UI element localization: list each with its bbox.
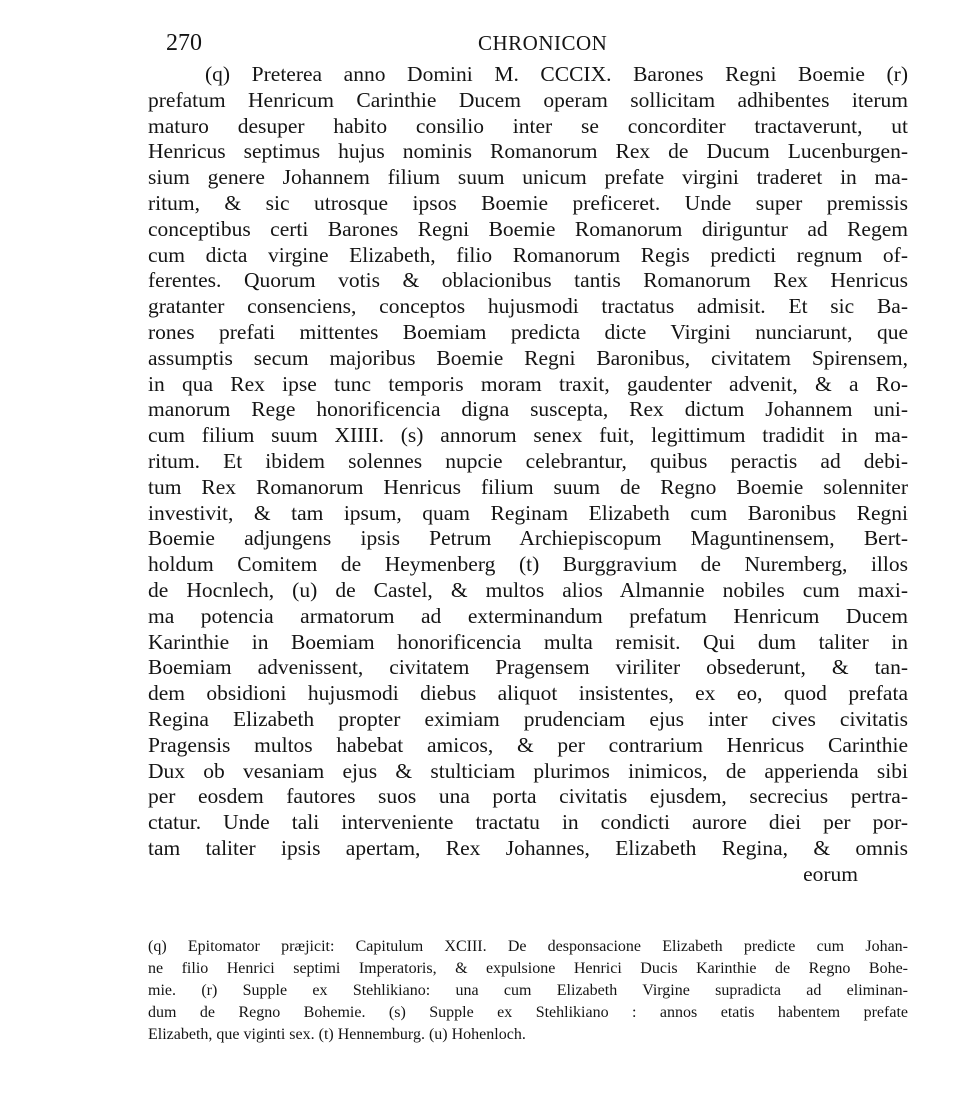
page-header [0, 28, 960, 60]
footnote-line: ne filio Henrici septimi Imperatoris, & expulsione Henrici Ducis Karinthie de Regno Bohe- [148, 960, 908, 977]
text-line: gratanter consenciens, conceptos hujusmodi tractatus admisit. Et sic Ba- [148, 294, 908, 319]
text-line: de Hocnlech, (u) de Castel, & multos alios Almannie nobiles cum maxi- [148, 577, 908, 602]
running-head: CHRONICON [478, 31, 608, 55]
text-line: Karinthie in Boemiam honorificencia multa remisit. Qui dum taliter in [148, 629, 908, 654]
text-line: maturo desuper habito consilio inter se concorditer tractaverunt, ut [148, 113, 908, 138]
footnote-line: Elizabeth, que viginti sex. (t) Hennemburg. (u) Hohenloch. [148, 1026, 526, 1043]
text-line: prefatum Henricum Carinthie Ducem operam sollicitam adhibentes iterum [148, 87, 908, 112]
text-line: investivit, & tam ipsum, quam Reginam Elizabeth cum Baronibus Regni [148, 500, 908, 525]
text-line: Boemie adjungens ipsis Petrum Archiepiscopum Maguntinensem, Bert- [148, 526, 908, 551]
text-line: ferentes. Quorum votis & oblacionibus tantis Romanorum Rex Henricus [148, 268, 908, 293]
text-line: cum filium suum XIIII. (s) annorum senex fuit, legittimum tradidit in ma- [148, 423, 908, 448]
text-line: rones prefati mittentes Boemiam predicta dicte Virgini nunciarunt, que [148, 319, 908, 344]
text-line: per eosdem fautores suos una porta civitatis ejusdem, secrecius pertra- [148, 784, 908, 809]
text-line: ma potencia armatorum ad exterminandum prefatum Henricum Ducem [148, 603, 908, 628]
text-line: ritum. Et ibidem solennes nupcie celebrantur, quibus peractis ad debi- [148, 448, 908, 473]
text-line: manorum Rege honorificencia digna suscepta, Rex dictum Johannem uni- [148, 397, 908, 422]
text-line: assumptis secum majoribus Boemie Regni Baronibus, civitatem Spirensem, [148, 345, 908, 370]
footnote-line: (q) Epitomator præjicit: Capitulum XCIII. De desponsacione Elizabeth predicte cum Johan- [148, 938, 908, 955]
text-line: in qua Rex ipse tunc temporis moram traxit, gaudenter advenit, & a Ro- [148, 371, 908, 396]
footnotes [148, 936, 908, 1046]
main-text [148, 62, 908, 888]
text-line: cum dicta virgine Elizabeth, filio Romanorum Regis predicti regnum of- [148, 242, 908, 267]
text-line: Regina Elizabeth propter eximiam prudenciam ejus inter cives civitatis [148, 706, 908, 731]
text-line: Pragensis multos habebat amicos, & per contrarium Henricus Carinthie [148, 732, 908, 757]
footnote-line: mie. (r) Supple ex Stehlikiano: una cum Elizabeth Virgine supradicta ad eliminan- [148, 982, 908, 999]
text-line: sium genere Johannem filium suum unicum prefate virgini traderet in ma- [148, 165, 908, 190]
catchword: eorum [803, 861, 858, 886]
text-line: tum Rex Romanorum Henricus filium suum de Regno Boemie solenniter [148, 474, 908, 499]
page-number: 270 [166, 30, 202, 56]
text-line: Dux ob vesaniam ejus & stulticiam plurimos inimicos, de apperienda sibi [148, 758, 908, 783]
text-line: ritum, & sic utrosque ipsos Boemie preficeret. Unde super premissis [148, 190, 908, 215]
text-line: (q) Preterea anno Domini M. CCCIX. Barones Regni Boemie (r) [205, 62, 908, 86]
text-line: ctatur. Unde tali interveniente tractatu in condicti aurore diei per por- [148, 810, 908, 835]
text-line: tam taliter ipsis apertam, Rex Johannes, Elizabeth Regina, & omnis [148, 835, 908, 860]
footnote-line: dum de Regno Bohemie. (s) Supple ex Stehlikiano : annos etatis habentem prefate [148, 1004, 908, 1021]
text-line: conceptibus certi Barones Regni Boemie Romanorum diriguntur ad Regem [148, 216, 908, 241]
text-line: dem obsidioni hujusmodi diebus aliquot insistentes, ex eo, quod prefata [148, 681, 908, 706]
text-line: holdum Comitem de Heymenberg (t) Burggravium de Nuremberg, illos [148, 552, 908, 577]
text-line: Boemiam advenissent, civitatem Pragensem viriliter obsederunt, & tan- [148, 655, 908, 680]
text-line: Henricus septimus hujus nominis Romanorum Rex de Ducum Lucenburgen- [148, 139, 908, 164]
